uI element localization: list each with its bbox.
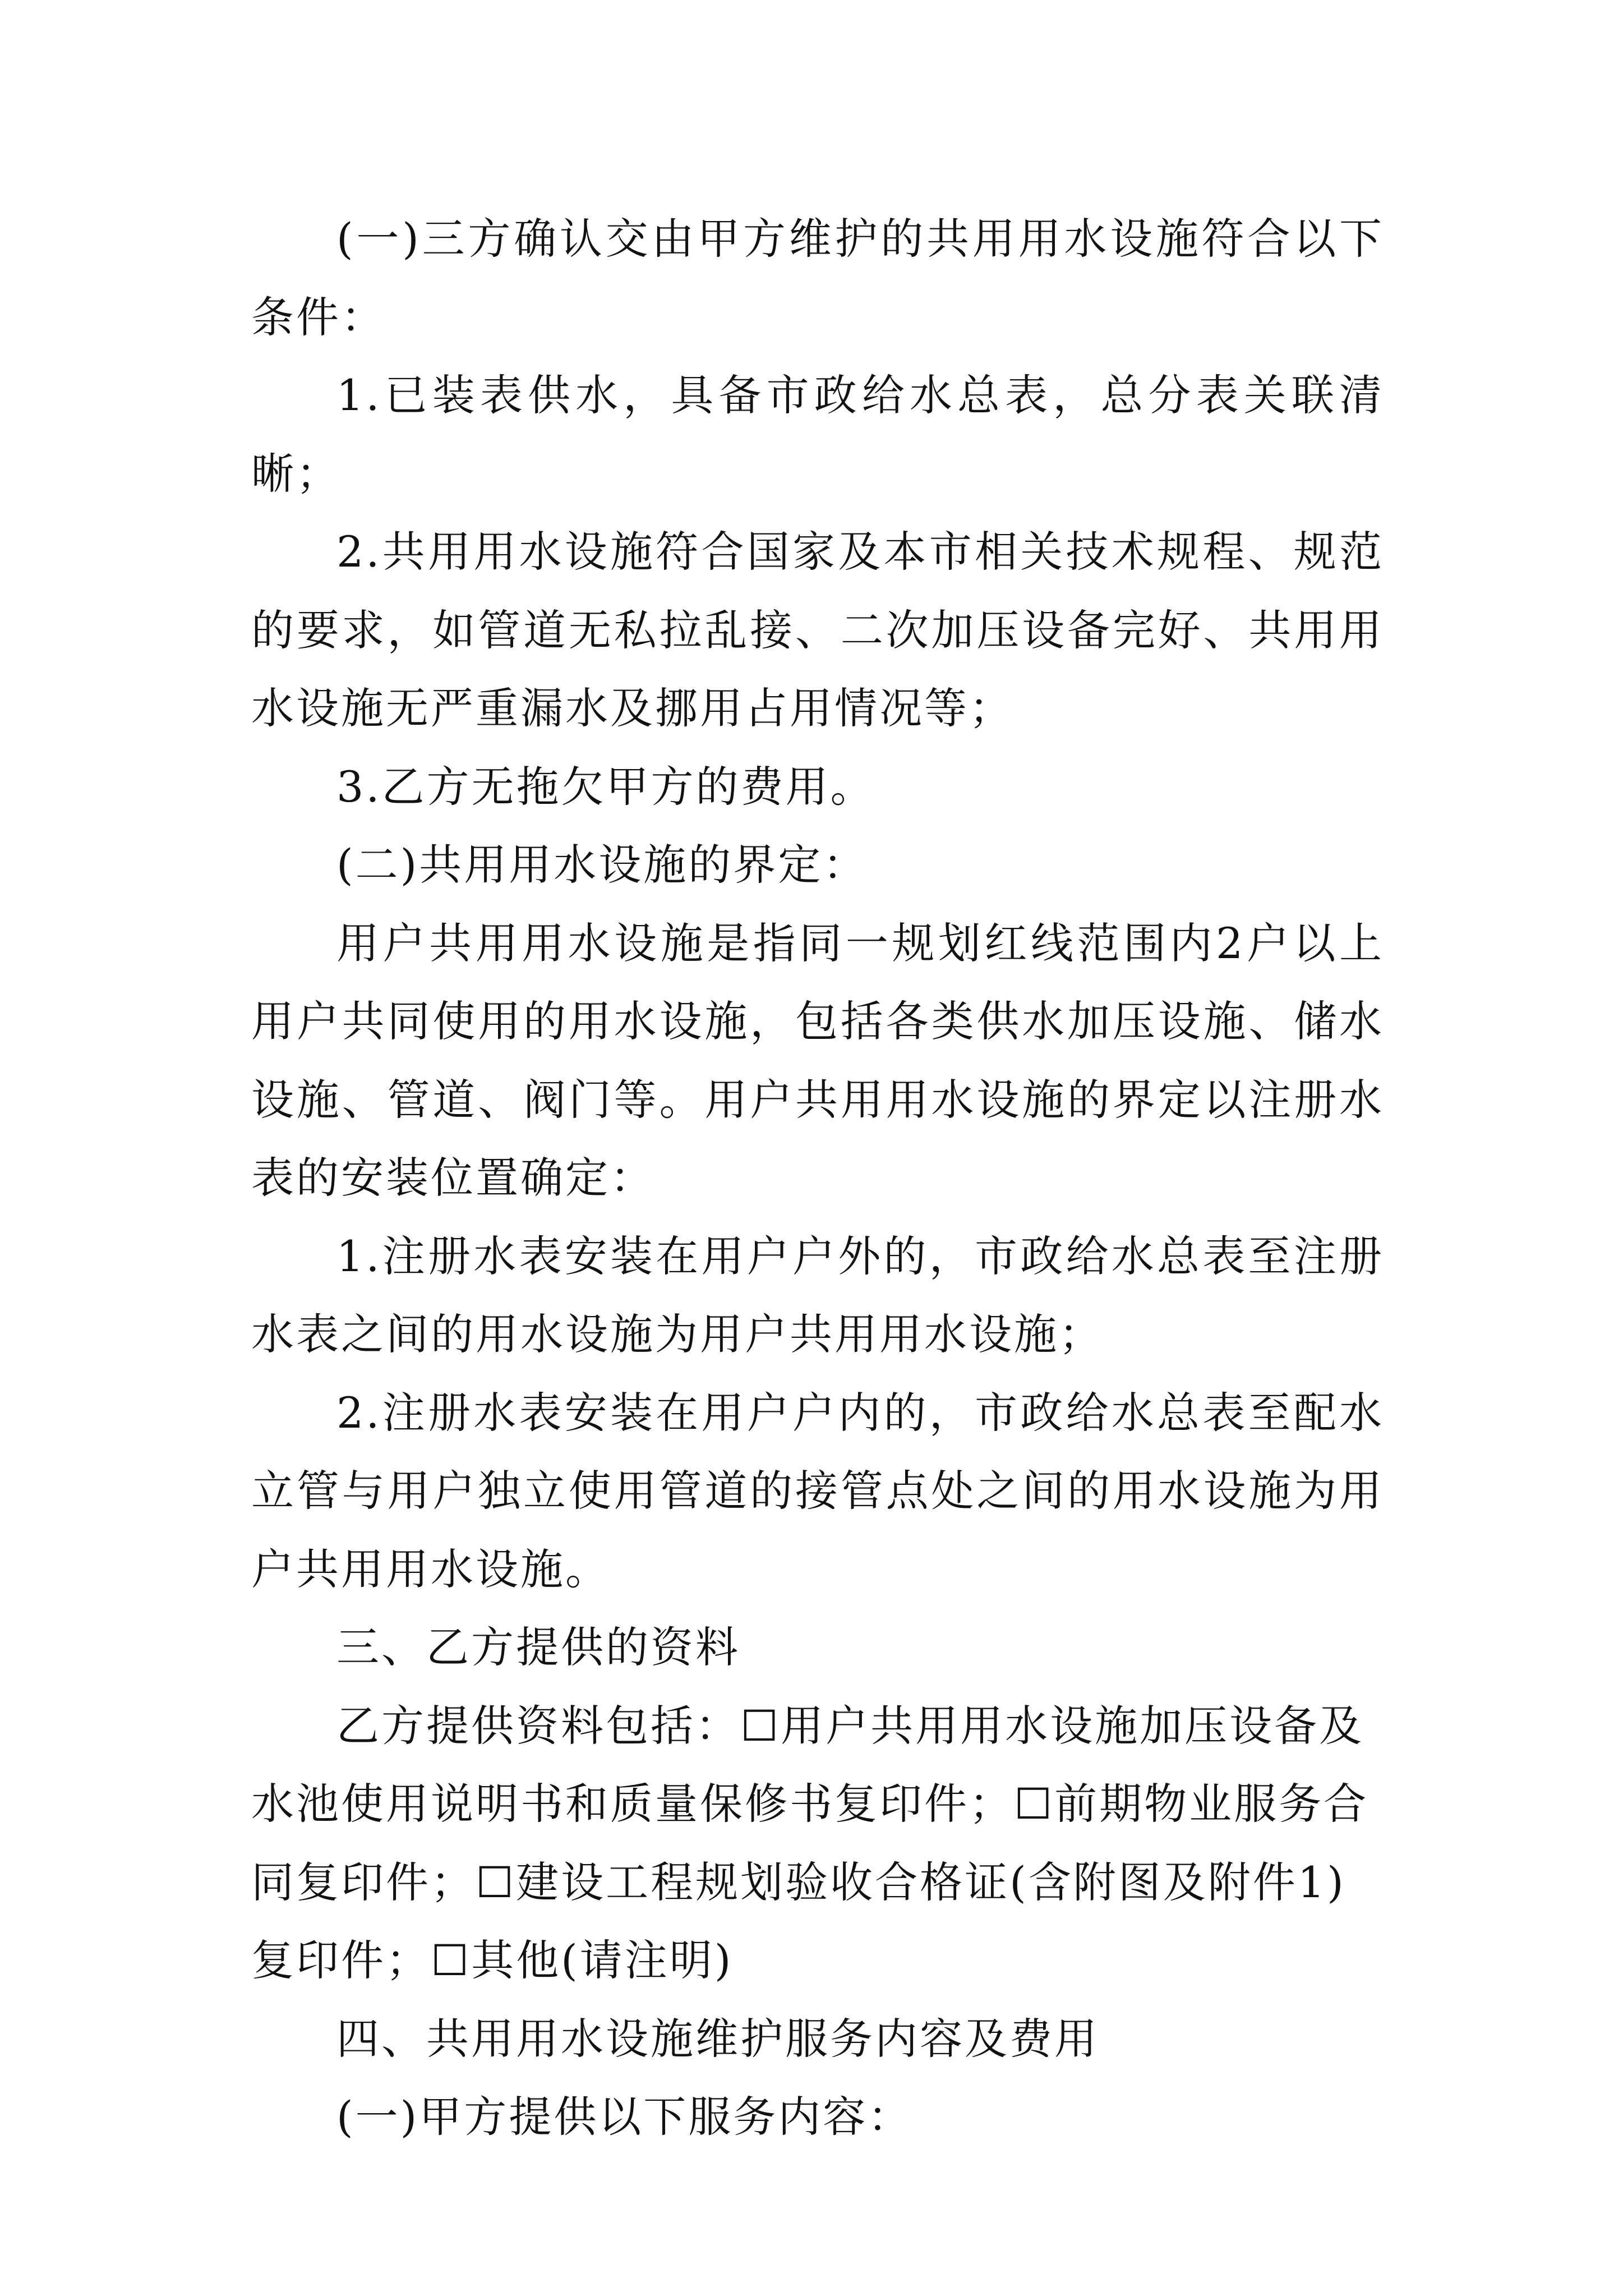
clause-2-2-item-1: 1.注册水表安装在用户户外的，市政给水总表至注册水表之间的用水设施为用户共用用水设施；: [251, 1231, 1384, 1359]
section-4-heading: 四、共用用水设施维护服务内容及费用: [336, 2013, 1099, 2064]
clause-2-1-item-1: 1.已装表供水，具备市政给水总表，总分表关联清晰；: [251, 370, 1384, 499]
clause-2-1-item-3: 3.乙方无拖欠甲方的费用。: [336, 761, 875, 812]
section-3-materials: 乙方提供资料包括：☐用户共用用水设施加压设备及水池使用说明书和质量保修书复印件；☐前期物业服务合同复印件；☐建设工程规划验收合格证(含附图及附件1)复印件；☐其他(请注明): [251, 1700, 1369, 1985]
clause-4-1-heading: (一)甲方提供以下服务内容：: [336, 2092, 913, 2142]
clause-2-1-heading: (一)三方确认交由甲方维护的共用用水设施符合以下条件：: [251, 214, 1384, 342]
clause-2-2-definition: 用户共用用水设施是指同一规划红线范围内2户以上用户共同使用的用水设施，包括各类供水加压设施、储水设施、管道、阀门等。用户共用用水设施的界定以注册水表的安装位置确定：: [251, 918, 1384, 1203]
clause-2-2-heading: (二)共用用水设施的界定：: [336, 840, 868, 890]
section-3-heading: 三、乙方提供的资料: [336, 1622, 740, 1672]
clause-2-2-item-2: 2.注册水表安装在用户户内的，市政给水总表至配水立管与用户独立使用管道的接管点处之间的用水设施为用户共用用水设施。: [251, 1387, 1384, 1594]
clause-2-1-item-2: 2.共用用水设施符合国家及本市相关技术规程、规范的要求，如管道无私拉乱接、二次加压设备完好、共用用水设施无严重漏水及挪用占用情况等；: [251, 527, 1384, 733]
document-body: [251, 200, 1384, 2156]
